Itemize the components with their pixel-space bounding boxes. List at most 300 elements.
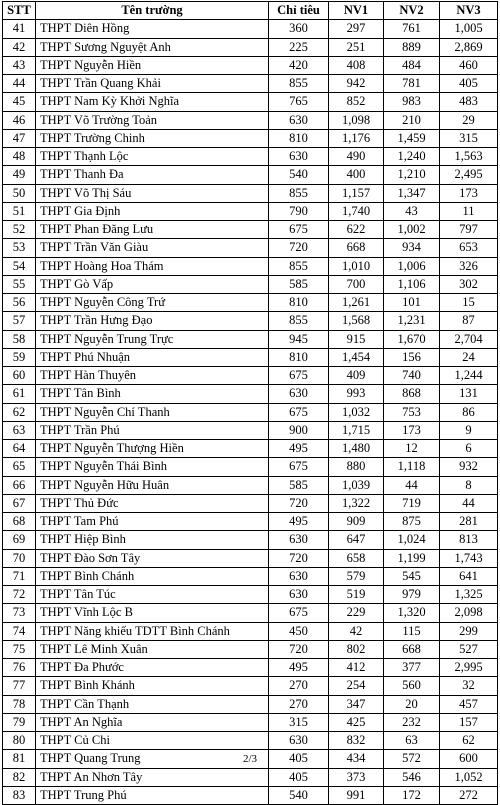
cell-stt: 77 (3, 677, 36, 695)
cell-nv2: 484 (384, 56, 440, 74)
cell-nv1: 1,322 (329, 494, 384, 512)
cell-nv1: 412 (329, 659, 384, 677)
cell-nv1: 852 (329, 93, 384, 111)
cell-nv3: 86 (440, 403, 498, 421)
cell-nv2: 1,199 (384, 549, 440, 567)
table-row (3, 695, 498, 713)
cell-nv2: 1,670 (384, 330, 440, 348)
cell-school-name: THPT Bình Khánh (36, 677, 269, 695)
header-row (3, 2, 498, 20)
cell-nv1: 1,261 (329, 294, 384, 312)
cell-quota: 630 (269, 148, 329, 166)
cell-nv2: 740 (384, 367, 440, 385)
cell-quota: 585 (269, 476, 329, 494)
cell-nv1: 1,032 (329, 403, 384, 421)
cell-stt: 44 (3, 75, 36, 93)
cell-quota: 630 (269, 385, 329, 403)
table-row (3, 786, 498, 804)
cell-nv3: 131 (440, 385, 498, 403)
cell-quota: 630 (269, 586, 329, 604)
cell-nv3: 2,098 (440, 604, 498, 622)
cell-quota: 540 (269, 166, 329, 184)
cell-nv3: 1,244 (440, 367, 498, 385)
cell-nv2: 101 (384, 294, 440, 312)
header-stt: STT (3, 2, 36, 20)
table-row (3, 458, 498, 476)
cell-school-name: THPT Bình Chánh (36, 567, 269, 585)
cell-nv3: 483 (440, 93, 498, 111)
cell-nv1: 802 (329, 640, 384, 658)
cell-nv1: 579 (329, 567, 384, 585)
cell-nv3: 32 (440, 677, 498, 695)
cell-stt: 70 (3, 549, 36, 567)
cell-quota: 720 (269, 549, 329, 567)
cell-nv3: 2,495 (440, 166, 498, 184)
cell-nv2: 43 (384, 202, 440, 220)
cell-nv1: 832 (329, 732, 384, 750)
cell-nv1: 942 (329, 75, 384, 93)
table-row (3, 330, 498, 348)
cell-school-name: THPT Tam Phú (36, 513, 269, 531)
cell-stt: 64 (3, 440, 36, 458)
cell-quota: 675 (269, 403, 329, 421)
table-row (3, 111, 498, 129)
cell-quota: 495 (269, 440, 329, 458)
table-row (3, 257, 498, 275)
cell-nv1: 622 (329, 221, 384, 239)
cell-school-name: THPT Trần Quang Khải (36, 75, 269, 93)
cell-school-name: THPT Trường Chinh (36, 129, 269, 147)
cell-nv3: 641 (440, 567, 498, 585)
cell-school-name: THPT Diên Hồng (36, 20, 269, 38)
cell-school-name: THPT Củ Chi (36, 732, 269, 750)
cell-nv2: 753 (384, 403, 440, 421)
cell-stt: 82 (3, 768, 36, 786)
cell-school-name: THPT Hàn Thuyên (36, 367, 269, 385)
cell-nv3: 1,325 (440, 586, 498, 604)
cell-stt: 66 (3, 476, 36, 494)
cell-nv3: 1,005 (440, 20, 498, 38)
cell-school-name: THPT Quang Trung (36, 750, 269, 768)
cell-nv1: 408 (329, 56, 384, 74)
cell-nv2: 761 (384, 20, 440, 38)
table-row (3, 38, 498, 56)
cell-school-name: THPT An Nhơn Tây (36, 768, 269, 786)
cell-nv1: 993 (329, 385, 384, 403)
cell-stt: 53 (3, 239, 36, 257)
cell-quota: 630 (269, 567, 329, 585)
cell-stt: 47 (3, 129, 36, 147)
cell-nv1: 425 (329, 713, 384, 731)
table-row (3, 275, 498, 293)
cell-school-name: THPT Nguyễn Thượng Hiền (36, 440, 269, 458)
cell-nv2: 572 (384, 750, 440, 768)
cell-stt: 80 (3, 732, 36, 750)
cell-stt: 41 (3, 20, 36, 38)
table-row (3, 221, 498, 239)
table-row (3, 367, 498, 385)
table-row (3, 494, 498, 512)
cell-nv3: 600 (440, 750, 498, 768)
cell-nv3: 15 (440, 294, 498, 312)
cell-nv1: 1,039 (329, 476, 384, 494)
cell-nv3: 2,869 (440, 38, 498, 56)
table-row (3, 440, 498, 458)
cell-stt: 72 (3, 586, 36, 604)
cell-stt: 63 (3, 421, 36, 439)
cell-quota: 675 (269, 367, 329, 385)
cell-nv1: 1,568 (329, 312, 384, 330)
cell-stt: 55 (3, 275, 36, 293)
cell-nv3: 299 (440, 622, 498, 640)
table-row (3, 148, 498, 166)
cell-nv1: 668 (329, 239, 384, 257)
table-row (3, 93, 498, 111)
cell-stt: 57 (3, 312, 36, 330)
cell-nv2: 889 (384, 38, 440, 56)
cell-nv1: 297 (329, 20, 384, 38)
table-row (3, 421, 498, 439)
cell-stt: 79 (3, 713, 36, 731)
cell-nv3: 813 (440, 531, 498, 549)
cell-nv1: 1,480 (329, 440, 384, 458)
cell-quota: 810 (269, 294, 329, 312)
cell-stt: 48 (3, 148, 36, 166)
cell-stt: 75 (3, 640, 36, 658)
cell-nv1: 1,098 (329, 111, 384, 129)
cell-quota: 675 (269, 458, 329, 476)
cell-stt: 43 (3, 56, 36, 74)
cell-stt: 68 (3, 513, 36, 531)
cell-school-name: THPT Nguyễn Hữu Huân (36, 476, 269, 494)
cell-stt: 42 (3, 38, 36, 56)
cell-nv2: 668 (384, 640, 440, 658)
cell-nv3: 87 (440, 312, 498, 330)
cell-nv1: 1,176 (329, 129, 384, 147)
table-row (3, 403, 498, 421)
cell-quota: 405 (269, 768, 329, 786)
cell-nv2: 1,240 (384, 148, 440, 166)
cell-nv1: 647 (329, 531, 384, 549)
cell-quota: 675 (269, 221, 329, 239)
cell-nv2: 1,459 (384, 129, 440, 147)
header-school-name: Tên trường (36, 2, 269, 20)
cell-nv2: 1,347 (384, 184, 440, 202)
cell-nv3: 2,995 (440, 659, 498, 677)
cell-nv2: 875 (384, 513, 440, 531)
cell-quota: 225 (269, 38, 329, 56)
table-row (3, 129, 498, 147)
cell-nv3: 460 (440, 56, 498, 74)
cell-nv3: 29 (440, 111, 498, 129)
table-row (3, 549, 498, 567)
cell-nv2: 377 (384, 659, 440, 677)
cell-nv3: 1,743 (440, 549, 498, 567)
cell-nv1: 409 (329, 367, 384, 385)
table-row (3, 166, 498, 184)
cell-school-name: THPT Nguyễn Chí Thanh (36, 403, 269, 421)
cell-nv1: 991 (329, 786, 384, 804)
cell-school-name: THPT Võ Trường Toản (36, 111, 269, 129)
cell-school-name: THPT Cần Thạnh (36, 695, 269, 713)
cell-school-name: THPT Trần Phú (36, 421, 269, 439)
table-row (3, 659, 498, 677)
cell-nv2: 781 (384, 75, 440, 93)
cell-school-name: THPT Nguyễn Thái Bình (36, 458, 269, 476)
cell-school-name: THPT An Nghĩa (36, 713, 269, 731)
cell-nv1: 658 (329, 549, 384, 567)
cell-stt: 56 (3, 294, 36, 312)
cell-school-name: THPT Gia Định (36, 202, 269, 220)
cell-nv3: 797 (440, 221, 498, 239)
cell-nv2: 1,106 (384, 275, 440, 293)
cell-stt: 73 (3, 604, 36, 622)
cell-nv2: 979 (384, 586, 440, 604)
cell-nv1: 400 (329, 166, 384, 184)
cell-stt: 76 (3, 659, 36, 677)
cell-nv3: 405 (440, 75, 498, 93)
cell-quota: 945 (269, 330, 329, 348)
cell-quota: 630 (269, 111, 329, 129)
cell-school-name: THPT Gò Vấp (36, 275, 269, 293)
cell-stt: 69 (3, 531, 36, 549)
cell-nv3: 157 (440, 713, 498, 731)
cell-nv2: 172 (384, 786, 440, 804)
cell-nv3: 44 (440, 494, 498, 512)
cell-school-name: THPT Đào Sơn Tây (36, 549, 269, 567)
cell-nv2: 210 (384, 111, 440, 129)
cell-nv1: 909 (329, 513, 384, 531)
cell-nv3: 1,563 (440, 148, 498, 166)
cell-nv3: 2,704 (440, 330, 498, 348)
cell-nv2: 63 (384, 732, 440, 750)
cell-school-name: THPT Hoàng Hoa Thám (36, 257, 269, 275)
cell-nv1: 1,715 (329, 421, 384, 439)
cell-quota: 630 (269, 531, 329, 549)
table-row (3, 312, 498, 330)
table-row (3, 513, 498, 531)
cell-nv2: 1,006 (384, 257, 440, 275)
cell-stt: 81 (3, 750, 36, 768)
cell-school-name: THPT Phan Đăng Lưu (36, 221, 269, 239)
cell-stt: 67 (3, 494, 36, 512)
cell-school-name: THPT Thạnh Lộc (36, 148, 269, 166)
cell-quota: 720 (269, 494, 329, 512)
cell-quota: 360 (269, 20, 329, 38)
table-row (3, 202, 498, 220)
page-number: 2/3 (242, 753, 258, 765)
cell-nv3: 24 (440, 348, 498, 366)
table-row (3, 20, 498, 38)
cell-quota: 630 (269, 732, 329, 750)
table-row (3, 640, 498, 658)
cell-nv2: 20 (384, 695, 440, 713)
cell-quota: 810 (269, 348, 329, 366)
cell-nv3: 6 (440, 440, 498, 458)
table-row (3, 56, 498, 74)
cell-nv2: 232 (384, 713, 440, 731)
cell-school-name: THPT Trần Văn Giàu (36, 239, 269, 257)
table-row (3, 75, 498, 93)
cell-nv1: 373 (329, 768, 384, 786)
cell-stt: 62 (3, 403, 36, 421)
cell-nv1: 1,454 (329, 348, 384, 366)
cell-school-name: THPT Nguyễn Trung Trực (36, 330, 269, 348)
cell-quota: 585 (269, 275, 329, 293)
cell-nv1: 1,010 (329, 257, 384, 275)
cell-nv1: 880 (329, 458, 384, 476)
cell-stt: 60 (3, 367, 36, 385)
cell-nv2: 719 (384, 494, 440, 512)
cell-nv3: 932 (440, 458, 498, 476)
cell-nv3: 8 (440, 476, 498, 494)
cell-stt: 49 (3, 166, 36, 184)
cell-nv1: 1,740 (329, 202, 384, 220)
table-row (3, 604, 498, 622)
table-row (3, 184, 498, 202)
cell-nv2: 1,210 (384, 166, 440, 184)
cell-nv2: 12 (384, 440, 440, 458)
cell-stt: 46 (3, 111, 36, 129)
cell-nv1: 42 (329, 622, 384, 640)
cell-school-name: THPT Thanh Đa (36, 166, 269, 184)
cell-quota: 810 (269, 129, 329, 147)
header-nv1: NV1 (329, 2, 384, 20)
cell-quota: 855 (269, 184, 329, 202)
cell-quota: 450 (269, 622, 329, 640)
cell-nv2: 44 (384, 476, 440, 494)
table-row (3, 476, 498, 494)
table-row (3, 713, 498, 731)
cell-nv3: 527 (440, 640, 498, 658)
cell-stt: 50 (3, 184, 36, 202)
cell-nv1: 347 (329, 695, 384, 713)
cell-nv2: 1,024 (384, 531, 440, 549)
table-row (3, 622, 498, 640)
cell-stt: 74 (3, 622, 36, 640)
header-nv3: NV3 (440, 2, 498, 20)
cell-nv3: 653 (440, 239, 498, 257)
cell-nv2: 173 (384, 421, 440, 439)
cell-nv2: 546 (384, 768, 440, 786)
cell-stt: 59 (3, 348, 36, 366)
cell-school-name: THPT Năng khiếu TDTT Bình Chánh (36, 622, 269, 640)
cell-quota: 495 (269, 513, 329, 531)
cell-nv2: 156 (384, 348, 440, 366)
cell-nv2: 115 (384, 622, 440, 640)
cell-school-name: THPT Sương Nguyệt Anh (36, 38, 269, 56)
cell-quota: 855 (269, 257, 329, 275)
cell-quota: 855 (269, 312, 329, 330)
cell-quota: 900 (269, 421, 329, 439)
cell-nv3: 1,052 (440, 768, 498, 786)
cell-nv3: 11 (440, 202, 498, 220)
cell-school-name: THPT Đa Phước (36, 659, 269, 677)
cell-quota: 540 (269, 786, 329, 804)
cell-nv1: 1,157 (329, 184, 384, 202)
cell-nv3: 315 (440, 129, 498, 147)
cell-nv3: 326 (440, 257, 498, 275)
cell-nv2: 545 (384, 567, 440, 585)
cell-nv3: 272 (440, 786, 498, 804)
cell-quota: 315 (269, 713, 329, 731)
cell-nv2: 560 (384, 677, 440, 695)
cell-quota: 270 (269, 695, 329, 713)
cell-nv2: 1,320 (384, 604, 440, 622)
cell-nv1: 490 (329, 148, 384, 166)
cell-quota: 720 (269, 640, 329, 658)
cell-school-name: THPT Lê Minh Xuân (36, 640, 269, 658)
table-row (3, 567, 498, 585)
cell-nv2: 1,118 (384, 458, 440, 476)
table-row (3, 294, 498, 312)
table-row (3, 385, 498, 403)
cell-nv1: 700 (329, 275, 384, 293)
cell-nv2: 1,231 (384, 312, 440, 330)
table-row (3, 586, 498, 604)
cell-school-name: THPT Vĩnh Lộc B (36, 604, 269, 622)
cell-stt: 71 (3, 567, 36, 585)
cell-school-name: THPT Võ Thị Sáu (36, 184, 269, 202)
cell-nv3: 302 (440, 275, 498, 293)
cell-nv1: 229 (329, 604, 384, 622)
cell-school-name: THPT Tân Bình (36, 385, 269, 403)
table-row (3, 768, 498, 786)
cell-nv3: 9 (440, 421, 498, 439)
cell-nv2: 934 (384, 239, 440, 257)
table-row (3, 732, 498, 750)
cell-school-name: THPT Hiệp Bình (36, 531, 269, 549)
cell-school-name: THPT Nam Kỳ Khởi Nghĩa (36, 93, 269, 111)
cell-nv3: 173 (440, 184, 498, 202)
table-row (3, 531, 498, 549)
cell-school-name: THPT Nguyễn Công Trứ (36, 294, 269, 312)
cell-stt: 58 (3, 330, 36, 348)
cell-nv1: 915 (329, 330, 384, 348)
cell-school-name: THPT Phú Nhuận (36, 348, 269, 366)
table-row (3, 348, 498, 366)
cell-nv3: 62 (440, 732, 498, 750)
cell-nv1: 434 (329, 750, 384, 768)
cell-school-name: THPT Tân Túc (36, 586, 269, 604)
cell-school-name: THPT Trung Phú (36, 786, 269, 804)
cell-quota: 855 (269, 75, 329, 93)
cell-nv2: 1,002 (384, 221, 440, 239)
cell-quota: 405 (269, 750, 329, 768)
cell-nv3: 281 (440, 513, 498, 531)
table-body (3, 20, 498, 805)
header-nv2: NV2 (384, 2, 440, 20)
header-quota: Chỉ tiêu (269, 2, 329, 20)
table-header (3, 2, 498, 20)
cell-stt: 52 (3, 221, 36, 239)
cell-stt: 65 (3, 458, 36, 476)
cell-stt: 78 (3, 695, 36, 713)
cell-stt: 45 (3, 93, 36, 111)
table-row (3, 239, 498, 257)
cell-school-name: THPT Nguyễn Hiền (36, 56, 269, 74)
cell-school-name: THPT Thủ Đức (36, 494, 269, 512)
cell-quota: 675 (269, 604, 329, 622)
cell-quota: 495 (269, 659, 329, 677)
cell-stt: 54 (3, 257, 36, 275)
cell-school-name: THPT Trần Hưng Đạo (36, 312, 269, 330)
cell-quota: 765 (269, 93, 329, 111)
admissions-table (2, 1, 498, 805)
cell-quota: 420 (269, 56, 329, 74)
cell-stt: 83 (3, 786, 36, 804)
cell-nv2: 868 (384, 385, 440, 403)
